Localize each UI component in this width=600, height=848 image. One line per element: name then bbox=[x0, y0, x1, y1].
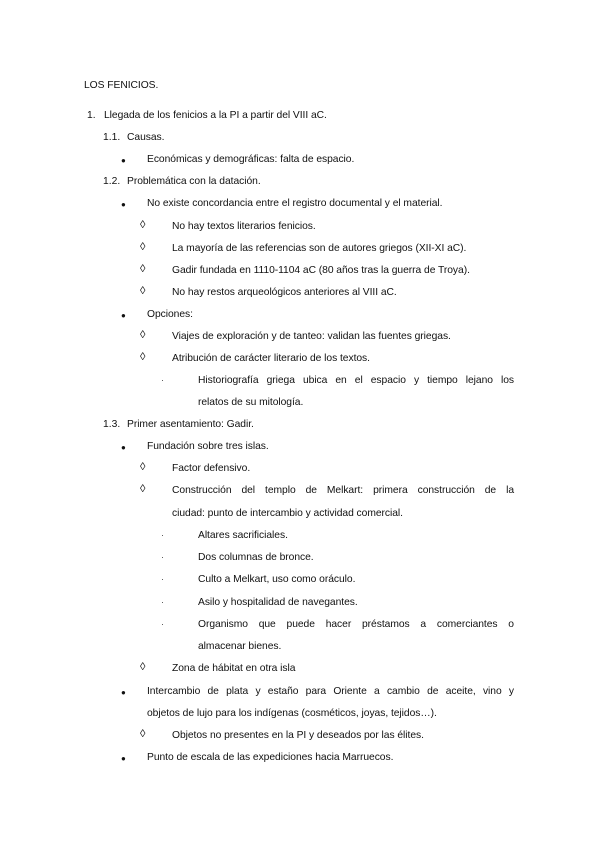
diamond-bullet-icon: ◊ bbox=[140, 285, 146, 297]
list-item: Viajes de exploración y de tanteo: validan las fuentes griegas. bbox=[172, 331, 451, 342]
section-number: 1. bbox=[87, 110, 96, 121]
diamond-bullet-icon: ◊ bbox=[140, 661, 146, 673]
dot-bullet-icon: · bbox=[161, 375, 164, 385]
bullet-icon: ● bbox=[121, 200, 126, 209]
list-item: Económicas y demográficas: falta de espacio. bbox=[147, 154, 355, 165]
list-item: Gadir fundada en 1110-1104 aC (80 años tras la guerra de Troya). bbox=[172, 265, 470, 276]
diamond-bullet-icon: ◊ bbox=[140, 329, 146, 341]
diamond-bullet-icon: ◊ bbox=[140, 351, 146, 363]
bullet-icon: ● bbox=[121, 156, 126, 165]
list-item-continuation: objetos de lujo para los indígenas (cosméticos, joyas, tejidos…). bbox=[147, 708, 437, 719]
list-item-continuation: almacenar bienes. bbox=[198, 641, 282, 652]
dot-bullet-icon: · bbox=[161, 619, 164, 629]
subsection-heading: Problemática con la datación. bbox=[127, 176, 261, 187]
list-item: No hay restos arqueológicos anteriores al VIII aC. bbox=[172, 287, 397, 298]
list-item: Opciones: bbox=[147, 309, 193, 320]
dot-bullet-icon: · bbox=[161, 574, 164, 584]
diamond-bullet-icon: ◊ bbox=[140, 461, 146, 473]
diamond-bullet-icon: ◊ bbox=[140, 241, 146, 253]
list-item: Objetos no presentes en la PI y deseados por las élites. bbox=[172, 730, 424, 741]
list-item: Dos columnas de bronce. bbox=[198, 552, 314, 563]
subsection-heading: Causas. bbox=[127, 132, 165, 143]
diamond-bullet-icon: ◊ bbox=[140, 219, 146, 231]
bullet-icon: ● bbox=[121, 688, 126, 697]
list-item: Altares sacrificiales. bbox=[198, 530, 288, 541]
list-item: La mayoría de las referencias son de autores griegos (XII-XI aC). bbox=[172, 243, 467, 254]
dot-bullet-icon: · bbox=[161, 530, 164, 540]
list-item: Punto de escala de las expediciones hacia Marruecos. bbox=[147, 752, 394, 763]
subsection-number: 1.1. bbox=[103, 132, 121, 143]
list-item: Intercambio de plata y estaño para Oriente a cambio de aceite, vino y bbox=[147, 686, 514, 697]
list-item: Zona de hábitat en otra isla bbox=[172, 663, 296, 674]
page-title: LOS FENICIOS. bbox=[84, 80, 159, 91]
list-item: Culto a Melkart, uso como oráculo. bbox=[198, 574, 356, 585]
diamond-bullet-icon: ◊ bbox=[140, 483, 146, 495]
section-heading: Llegada de los fenicios a la PI a partir del VIII aC. bbox=[104, 110, 327, 121]
bullet-icon: ● bbox=[121, 443, 126, 452]
diamond-bullet-icon: ◊ bbox=[140, 728, 146, 740]
list-item: Atribución de carácter literario de los textos. bbox=[172, 353, 370, 364]
subsection-number: 1.2. bbox=[103, 176, 121, 187]
bullet-icon: ● bbox=[121, 754, 126, 763]
dot-bullet-icon: · bbox=[161, 597, 164, 607]
list-item: Organismo que puede hacer préstamos a comerciantes o bbox=[198, 619, 514, 630]
list-item: Factor defensivo. bbox=[172, 463, 251, 474]
list-item: No hay textos literarios fenicios. bbox=[172, 221, 316, 232]
list-item: No existe concordancia entre el registro documental y el material. bbox=[147, 198, 443, 209]
list-item-continuation: relatos de su mitología. bbox=[198, 397, 304, 408]
subsection-heading: Primer asentamiento: Gadir. bbox=[127, 419, 254, 430]
list-item: Historiografía griega ubica en el espacio y tiempo lejano los bbox=[198, 375, 514, 386]
list-item: Fundación sobre tres islas. bbox=[147, 441, 269, 452]
list-item-continuation: ciudad: punto de intercambio y actividad comercial. bbox=[172, 508, 403, 519]
list-item: Construcción del templo de Melkart: primera construcción de la bbox=[172, 485, 514, 496]
dot-bullet-icon: · bbox=[161, 552, 164, 562]
bullet-icon: ● bbox=[121, 311, 126, 320]
diamond-bullet-icon: ◊ bbox=[140, 263, 146, 275]
subsection-number: 1.3. bbox=[103, 419, 121, 430]
list-item: Asilo y hospitalidad de navegantes. bbox=[198, 597, 358, 608]
